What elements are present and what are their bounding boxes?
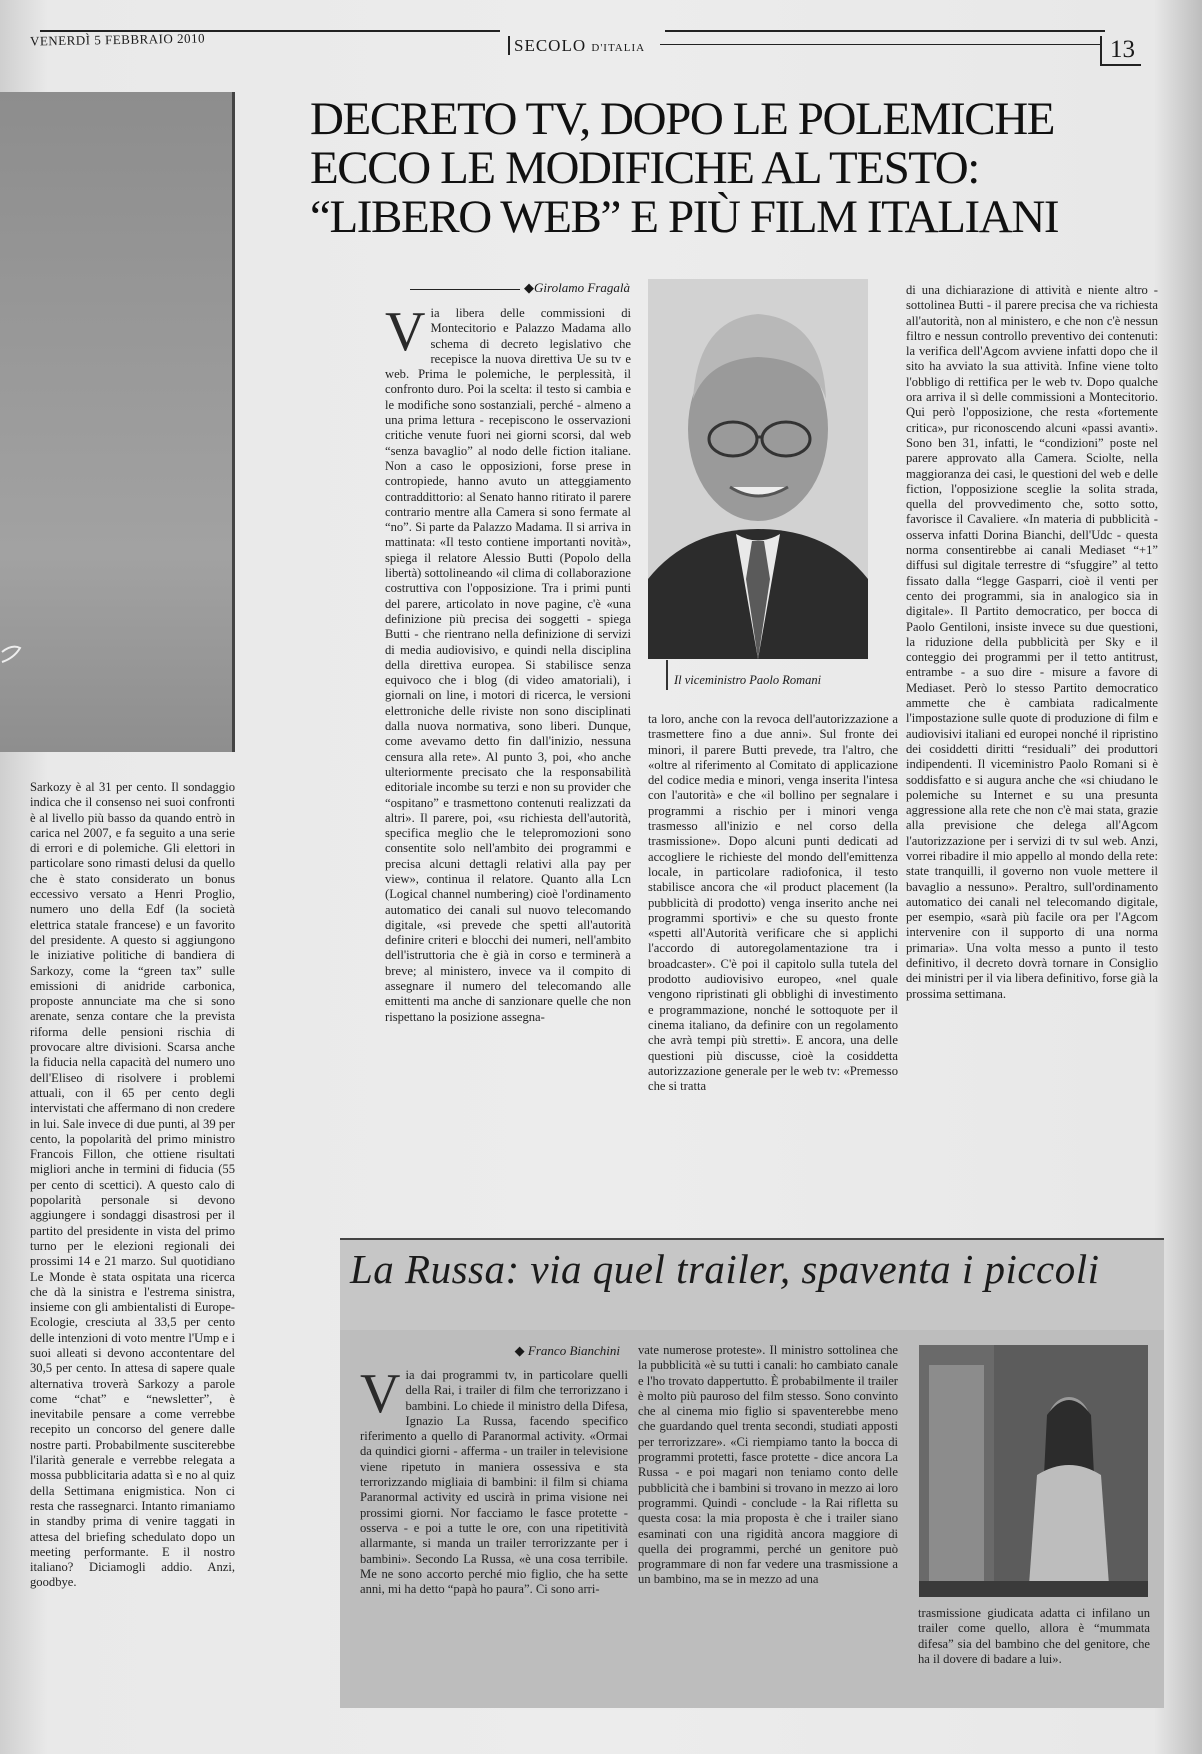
main-column-3-text: di una dichiarazione di attività e niente altro - sottolinea Butti - il parere precisa che va richiesta all'autorità, non al ministero, e che non c'è nessun filtro e nessun controllo preventivo dei contenuti: la verifica dell'Agcom avviene infatti dopo che il sito ha avviato la sua attività. Infine viene tolto l'obbligo di rettifica per le web tv. Dopo qualche ora arriva il sì delle commissioni a Montecitorio. Qui però l'opposizione, che resta «fortemente critica», pur riconoscendo alcuni «passi avanti». Sono ben 31, infatti, le “condizioni” poste nel parere approvato alla Camera. Sciolte, nella maggioranza dei casi, le questioni del web e delle fiction, l'opposizione sceglie la solita strada, quella del provvedimento che, sotto sotto, favorisce il Cavaliere. «In materia di pubblicità - osserva infatti Dorina Bianchi, dell'Udc - questa norma consentirebbe ai canali Mediaset “+1” diffusi sul digitale terrestre di “sfuggire” al tetto fissato dalla “legge Gasparri, cioè il venti per cento dei programmi, sia in analogico sia in digitale». Il Partito democratico, per bocca di Paolo Gentiloni, insiste invece su due questioni, la riduzione della pubblicità per Sky e il conteggio dei programmi per il tetto antitrust, entrambe - a suo dire - misure a favore di Mediaset. Però lo stesso Partito democratico ammette che è cambiata radicalmente l'impostazione sulle quote di produzione di film e audiovisivi italiani ed europei nonché il ripristino dei cosiddetti diritti “residuali” dei produttori indipendenti. Il viceministro Paolo Romani si è soddisfatto e si augura anche che «si chiudano le polemiche su Internet e su una presunta aggressione alla rete che non c'è mai stata, grazie alla previsione che delega all'Agcom l'autorizzazione per i servizi di tv sul web. Anzi, vorrei ribadire il mio appello al mondo della rete: state tranquilli, il governo non vuole mettere il bavaglio a nessuno». Peraltro, sull'ordinamento automatico dei canali nel telecomando digitale, per esempio, «sarà più facile ora per l'Agcom intervenire con il supporto di una norma primaria». Una volta messo a punto il testo definitivo, il decreto dovrà tornare in Consiglio dei ministri per il via libera definitivo, forse già la prossima settimana. [906,283,1158,1001]
main-column-2-text: ta loro, anche con la revoca dell'autorizzazione a trasmettere fino a due anni». Sul fronte dei minori, il parere Butti prevede, tra l'altro, che «oltre al riferimento al Comitato di applicazione del codice media e minori, venga inserita l'intesa con l'autorità» e che «il bollino per segnalare i programmi a rischio per i minori venga trasmesso all'inizio e nel corso della trasmissione». Dopo alcuni punti dedicati ad accogliere le richieste del mondo dell'emittenza locale, in particolare radiofonica, il testo stabilisce ancora che «il product placement (la pubblicità di prodotto) venga inserito anche nei programmi sportivi» e che su questo fronte «spetti all'Autorità verificare che si applichi l'accordo di autoregolamentazione tra i broadcaster». C'è poi il capitolo sulla tutela del prodotto audiovisivo europeo, «nel quale vengono ripristinati gli obblighi di investimento e programmazione, nonché le sottoquote per il cinema italiano, da definire con un regolamento che avrà tempi più stretti». E ancora, una delle questioni più discusse, cioè la cosiddetta autorizzazione generale per le web tv: «Premesso che si tratta [648,712,898,1094]
second-byline [360,1343,620,1359]
main-byline [390,280,630,296]
main-dropcap: V [385,306,426,363]
main-article-column-3 [906,283,1158,1171]
girl-photo-graphic [919,1345,1148,1597]
portrait-caption: Il viceministro Paolo Romani [674,673,822,687]
headline-line-3: “LIBERO WEB” E PIÙ FILM ITALIANI [310,191,1059,243]
second-article-column-2 [638,1343,898,1703]
byline-diamond-icon: ◆ [524,280,535,295]
second-article-top-rule [340,1238,1164,1240]
header-rule-thin [660,44,1100,45]
header-date: VENERDÌ 5 FEBBRAIO 2010 [29,30,206,49]
newspaper-name-small: D'ITALIA [591,42,646,54]
second-dropcap: V [360,1368,401,1425]
left-column-text [30,780,235,1700]
main-headline [310,95,1110,242]
second-article-column-1 [360,1368,628,1703]
portrait-photo [648,279,868,659]
girl-photo [919,1345,1148,1597]
second-byline-diamond-icon: ◆ [514,1343,528,1358]
main-article-column-2 [648,712,898,1217]
header-rule-right [665,30,1105,32]
left-column-paragraph: Sarkozy è al 31 per cento. Il sondaggio indica che il consenso nei suoi confronti è al livello più basso da quando entrò in carica nel 2007, e fa seguito a una serie di errori e di polemiche. Gli elettori in particolare sono rimasti delusi da quello che è stato considerato un bonus eccessivo versato a Henri Proglio, numero uno della Edf (la società elettrica statale francese) e un favorito del presidente. A questo si aggiungono le iniziative politiche di bandiera di Sarkozy, come la “green tax” sulle emissioni di anidride carbonica, proposte annunciate ma che si sono arenate, senza contare che la prevista riforma delle pensioni rischia di provocare altre divisioni. Scarsa anche la fiducia nella capacità del numero uno dell'Eliseo di risolvere i problemi attuali, con il 65 per cento degli intervistati che affermano di non credere in lui. Sale invece di due punti, al 39 per cento, la popolarità del primo ministro Francois Fillon, che ottiene risultati migliori anche in termini di fiducia (55 per cento di scettici). A questo calo di popolarità personale si devono aggiungere i sondaggi disastrosi per il partito del presidente in vista del primo turno per le elezioni regionali dei prossimi 14 e 21 marzo. Sul quotidiano Le Monde è stata ospitata una ricerca che dà la sinistra e l'estrema sinistra, insieme con gli ambientalisti di Europe-Ecologie, cresciuta al 33,5 per cento delle intenzioni di voto mentre l'Ump e i suoi alleati si devono accontentare del 30,5 per cento. In attesa di sapere quale alternativa troverà Sarkozy a parole come “chat” e “newsletter”, è inevitabile pensare a come verrebbe recepito un concorso del genere dalle nostre parti. Probabilmente susciterebbe l'ilarità generale e verrebbe relegata a mossa pubblicitaria adatta sì e no al quiz della Settimana enigmistica. Non ci resta che rassegnarci. Intanto rimaniamo in standby prima di venire taggati in attesa del briefing schedulato dopo un meeting performante. E il nostro italiano? Diciamogli addio. Anzi, goodbye. [30,780,235,1590]
second-column-3-text: trasmissione giudicata adatta ci infilano un trailer come quello, allora è “mummata difesa” sia del bambino che del genitore, che ha il dovere di badare a lui». [918,1606,1150,1666]
second-column-2-text: vate numerose proteste». Il ministro sottolinea che la pubblicità «è su tutti i canali: ho cambiato canale e l'ho trovato dappertutto. È probabilmente il trailer è molto più pauroso del film stesso. Sono convinto che al cinema mio figlio si spaventerebbe meno che guardando quel trenta secondi, studiati apposti per terrorizzare». «Ci riempiamo tanto la bocca di programmi protetti, fasce protette - dice ancora La Russa - e poi magari non teniamo conto delle pubblicità che i bambini si trovano in mezzo ai loro programmi. Quindi - conclude - la Rai rifletta su questa cosa: la mia proposta è che i trailer siano esaminati con una rigidità ancora maggiore di quella dei programmi, perché un genitore può programmare di non far vedere una trasmissione a un bambino, ma se in mezzo ad una [638,1343,898,1587]
left-photo [0,92,235,752]
caption-rule [666,660,668,690]
photo-detail-graphic [0,92,232,752]
headline-line-1: DECRETO TV, DOPO LE POLEMICHE [310,93,1055,145]
second-byline-name: Franco Bianchini [527,1343,620,1358]
headline-line-2: ECCO LE MODIFICHE AL TESTO: [310,142,979,194]
second-article-title: La Russa: via quel trailer, spaventa i piccoli [350,1246,1100,1292]
page-number: 13 [1100,36,1141,66]
byline-name: Girolamo Fragalà [534,280,630,295]
newspaper-name [508,36,645,56]
main-column-1-text: ia libera delle commissioni di Montecitorio e Palazzo Madama allo schema di decreto legislativo che recepisce la nuova direttiva Ue su tv e web. Prima le polemiche, le perplessità, il confronto duro. Poi la scelta: il testo si cambia e le modifiche sono sostanziali, perché - almeno a una prima lettura - recepiscono le osservazioni critiche venute fuori nei giorni scorsi, dal web “senza bavaglio” al nodo delle fiction italiane. Non a caso le opposizioni, forse prese in contropiede, hanno avuto un atteggiamento contraddittorio: al Senato hanno ritirato il parere contrario mentre alla Camera si sono fermate al “no”. Si parte da Palazzo Madama. Il si arriva in mattinata: «Il testo contiene importanti novità», spiega il relatore Alessio Butti (Popolo della libertà) sottolineando «il clima di collaborazione costruttiva con l'opposizione. Tra i primi punti del parere, articolato in nove pagine, c'è «una definizione più precisa dei soggetti - spiega Butti - che rientrano nella definizione di servizi di media audiovisivo, e quindi nella disciplina della direttiva europea. Si stabilisce senza equivoco che i blog (di video amatoriali), i giornali on line, i motori di ricerca, le versioni elettroniche delle riviste non sono disciplinati dalla nuova normativa, sono liberi. Dunque, come avevamo detto fin dall'inizio, nessuna censura alla rete». Al punto 3, poi, «ho anche ulteriormente precisato che la responsabilità editoriale incombe su terzi e non su provider che “ospitano” e trasmettono contenuti realizzati da altri». Il parere, poi, «su richiesta dell'autorità, specifica meglio che le telepromozioni sono consentite solo nell'ambito dei programmi e precisa alcuni dettagli relativi alla pay per view», continua il relatore. Quanto alla Lcn (Logical channel numbering) cioè l'ordinamento automatico dei canali sul nuovo telecomando digitale, «si prevede che spetti all'autorità definire criteri e blocchi dei numeri, nell'ambito dell'istruttoria che è già in corso e terminerà a breve; al ministero, invece va il compito di assegnare il numero del telecomando alle emittenti ma anche di sanzionare quelle che non rispettano la posizione assegna- [385,306,631,1024]
portrait-man-graphic [648,279,868,659]
second-column-1-text: ia dai programmi tv, in particolare quelli della Rai, i trailer di film che terrorizzano i bambini. Lo chiede il ministro della Difesa, Ignazio La Russa, facendo specifico riferimento a quello di Paranormal activity. «Ormai da quindici giorni - afferma - un trailer in televisione viene ripetuto in maniera ossessiva e sta terrorizzando migliaia di bambini: il film si chiama Paranormal activity ed uscirà in prima visione nei prossimi giorni. Nor facciamo le fasce protette - osserva - e poi a tutte le ore, con una ripetitività allarmante, si manda un trailer terrorizzante per i bambini». Secondo La Russa, «è una cosa terribile. Me ne sono accorto perché mio figlio, che ha sette anni, mi ha detto “papà ho paura”. Ci sono arri- [360,1368,628,1597]
second-article-column-3 [918,1606,1150,1704]
newspaper-name-main: SECOLO [508,36,586,55]
byline-rule [410,289,520,290]
